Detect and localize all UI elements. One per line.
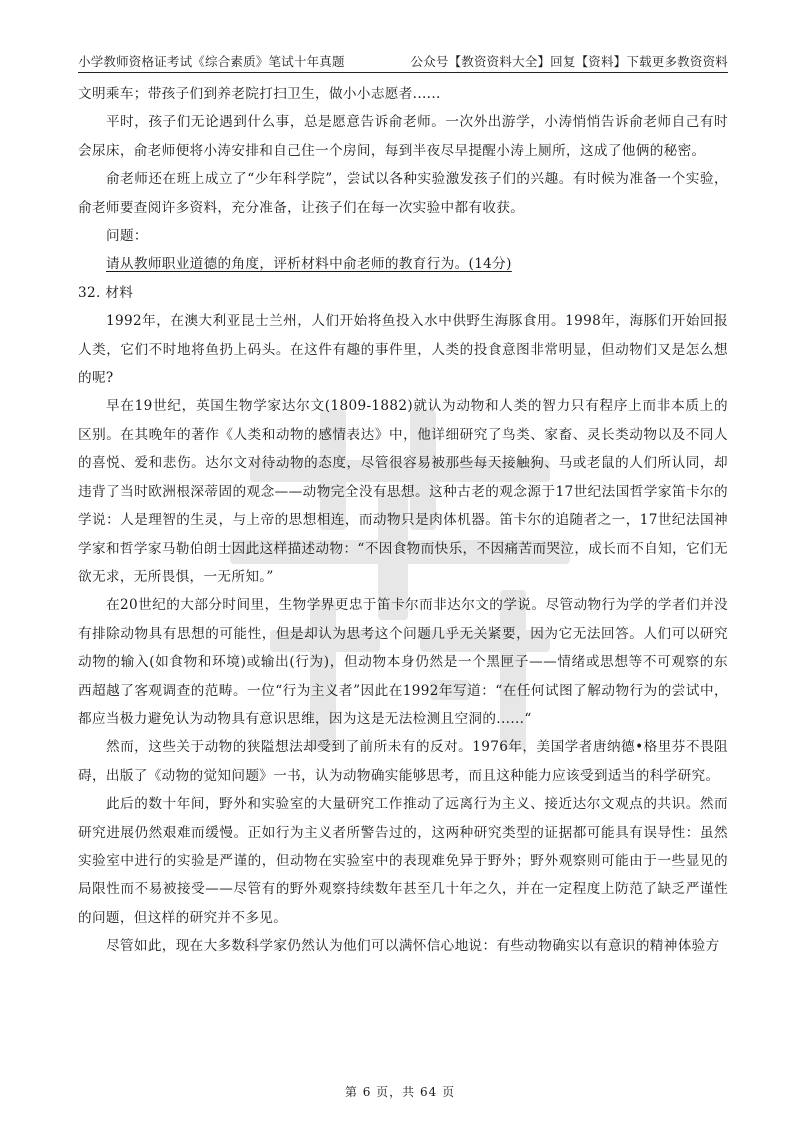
paragraph-9: 然而，这些关于动物的狭隘想法却受到了前所未有的反对。1976年，美国学者唐纳德•格里芬不畏阻碍，出版了《动物的觉知问题》一书，认为动物确实能够思考，而且这种能力应该受到适当的科学研究。 xyxy=(78,739,728,784)
paragraph-7: 早在19世纪，英国生物学家达尔文(1809-1882)就认为动物和人类的智力只有程序上而非本质上的区别。在其晚年的著作《人类和动物的感情表达》中，他详细研究了鸟类、家畜、灵长类动物以及不同人的喜悦、爱和悲伤。达尔文对待动物的态度，尽管很容易被那些每天接触狗、马或老鼠的人们所认同，却违背了当时欧洲根深蒂固的观念——动物完全没有思想。这种古老的观念源于17世纪法国哲学家笛卡尔的学说：人是理智的生灵，与上帝的思想相连，而动物只是肉体机器。笛卡尔的追随者之一，17世纪法国神学家和哲学家马勒伯朗士因此这样描述动物：“不因食物而快乐，不因痛苦而哭泣，成长而不自知，它们无欲无求，无所畏惧，一无所知。” xyxy=(78,398,728,585)
item-32-heading: 32. 材料 xyxy=(78,284,134,301)
paragraph-8: 在20世纪的大部分时间里，生物学界更忠于笛卡尔而非达尔文的学说。尽管动物行为学的学者们并没有排除动物具有思想的可能性，但是却认为思考这个问题几乎无关紧要，因为它无法回答。人们可以研究动物的输入(如食物和环境)或输出(行为)，但动物本身仍然是一个黑匣子——情绪或思想等不可观察的东西超越了客观调查的范畴。一位“行为主义者”因此在1992年写道：“在任何试图了解动物行为的尝试中，都应当极力避免认为动物具有意识思维，因为这是无法检测且空洞的......“ xyxy=(78,597,728,727)
page-footer: 第 6 页，共 64 页 xyxy=(344,1085,456,1099)
paragraph-1: 平时，孩子们无论遇到什么事，总是愿意告诉俞老师。一次外出游学，小涛悄悄告诉俞老师自己有时会尿床，俞老师便将小涛安排和自己住一个房间，每到半夜尽早提醒小涛上厕所，这成了他俩的秘密。 xyxy=(78,114,728,159)
header-promo: 公众号【教资资料大全】回复【资料】下载更多教资资料 xyxy=(410,54,728,69)
question-label: 问题： xyxy=(106,228,148,245)
paragraph-6: 1992年，在澳大利亚昆士兰州，人们开始将鱼投入水中供野生海豚食用。1998年，海豚们开始回报人类，它们不时地将鱼扔上码头。在这件有趣的事件里，人类的投食意图非常明显，但动物们又是怎么想的呢? xyxy=(78,313,728,387)
page-header xyxy=(78,48,728,73)
paragraph-11: 尽管如此，现在大多数科学家仍然认为他们可以满怀信心地说：有些动物确实以有意识的精神体验方 xyxy=(106,938,720,955)
paragraph-0: 文明乘车；带孩子们到养老院打扫卫生，做小小志愿者...... xyxy=(78,86,441,102)
paragraph-10: 此后的数十年间，野外和实验室的大量研究工作推动了远离行为主义、接近达尔文观点的共识。然而研究进展仍然艰难而缓慢。正如行为主义者所警告过的，这两种研究类型的证据都可能具有误导性：虽然实验室中进行的实验是严谨的，但动物在实验室中的表现难免异于野外；野外观察则可能由于一些显见的局限性而不易被接受——尽管有的野外观察持续数年甚至几十年之久，并在一定程度上防范了缺乏严谨性的问题，但这样的研究并不多见。 xyxy=(78,796,728,926)
question-prompt: 请从教师职业道德的角度，评析材料中俞老师的教育行为。(14分) xyxy=(106,256,512,273)
paragraph-2: 俞老师还在班上成立了“少年科学院”，尝试以各种实验激发孩子们的兴趣。有时候为准备一个实验，俞老师要查阅许多资料，充分准备，让孩子们在每一次实验中都有收获。 xyxy=(78,171,728,216)
document-body xyxy=(78,80,728,961)
header-title: 小学教师资格证考试《综合素质》笔试十年真题 xyxy=(78,54,345,69)
